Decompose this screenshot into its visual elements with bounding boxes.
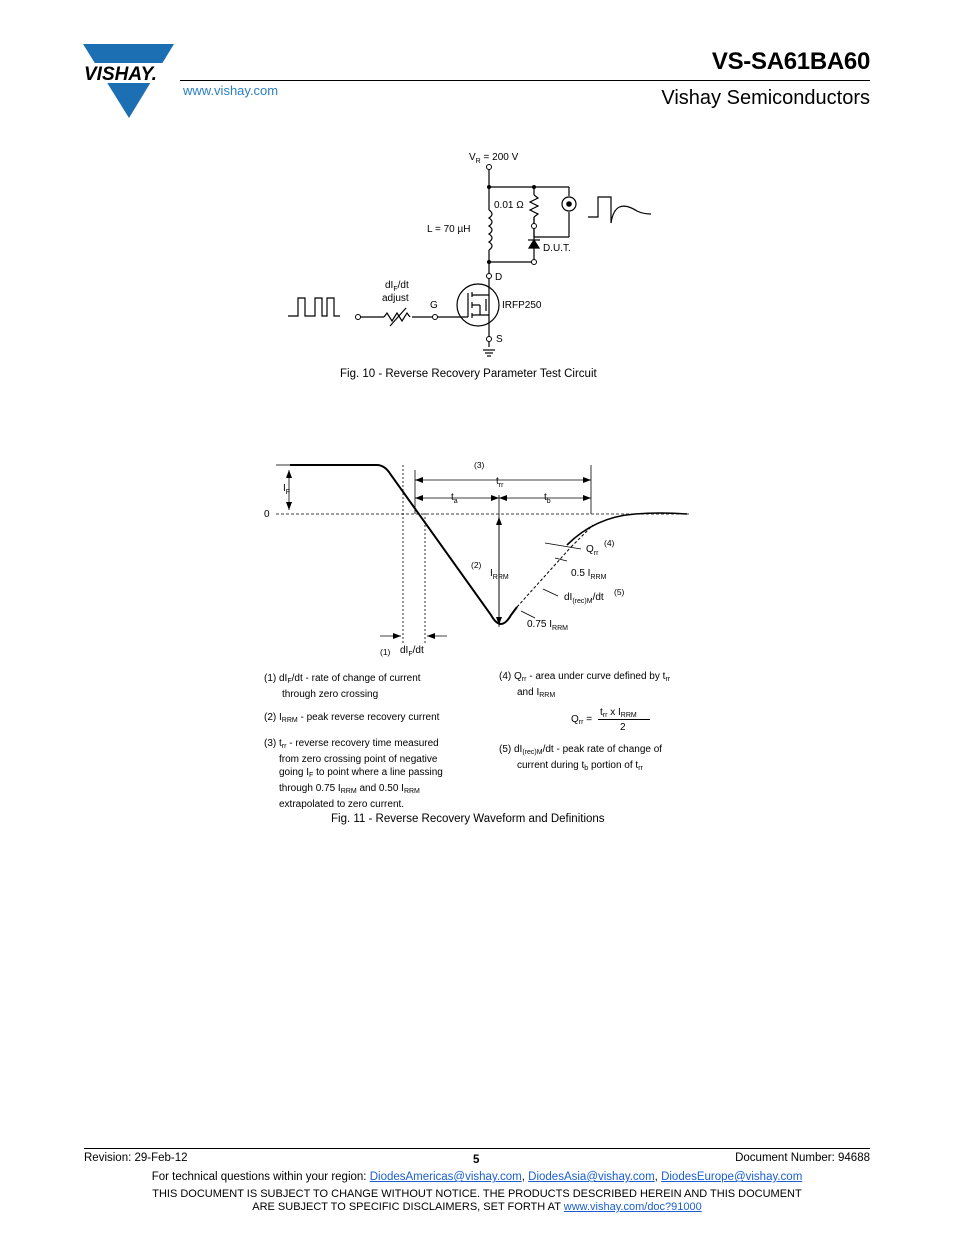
- gate-pulse-waveform: [288, 298, 340, 316]
- tb-label: $t_b$: [544, 492, 551, 505]
- trr-num: (3): [474, 460, 485, 470]
- header-url-link[interactable]: www.vishay.com: [183, 83, 279, 98]
- shunt-label: 0.01 Ω: [494, 200, 524, 211]
- footer-rule: [84, 1148, 870, 1149]
- vr-terminal: [487, 165, 492, 170]
- header-rule: [180, 80, 870, 81]
- definition-2: (2) $I_{RRM}$ - peak reverse recovery current: [264, 712, 440, 724]
- didt-rec-label: $dI_{(rec)M}/dt$: [564, 592, 604, 605]
- formula-fraction-bar: [598, 719, 650, 720]
- email-europe-link[interactable]: DiodesEurope@vishay.com: [661, 1171, 803, 1183]
- logo-text: VISHAY.: [84, 64, 157, 85]
- pulse-terminal: [356, 315, 361, 320]
- ta-label: $t_a$: [451, 492, 458, 505]
- gate-resistor: [384, 313, 410, 321]
- recovery-tail: [567, 513, 687, 545]
- fig11-caption: Fig. 11 - Reverse Recovery Waveform and Definitions: [331, 813, 605, 825]
- footer-revision: Revision: 29-Feb-12: [84, 1152, 188, 1164]
- footer-doc-number: Document Number: 94688: [735, 1152, 870, 1164]
- inductor-label: L = 70 µH: [427, 224, 471, 235]
- fig10-circuit-diagram: [280, 140, 680, 365]
- definition-1: (1) $dI_F/dt$ - rate of change of current through zero crossing: [264, 673, 421, 700]
- shunt-resistor: [530, 195, 538, 217]
- dif-label: $dI_F/dt$: [400, 645, 424, 658]
- gate-terminal: [433, 315, 438, 320]
- email-asia-link[interactable]: DiodesAsia@vishay.com: [528, 1171, 655, 1183]
- q-irrm-label: 0.75 $I_{RRM}$: [527, 619, 568, 632]
- definition-4: (4) $Q_{rr}$ - area under curve defined by $t_{rr}$ and $I_{RRM}$: [499, 671, 671, 699]
- didt-rec-num: (5): [614, 587, 625, 597]
- adjust-label-2: adjust: [382, 293, 409, 304]
- email-americas-link[interactable]: DiodesAmericas@vishay.com: [369, 1171, 522, 1183]
- footer-disclaimer-1: THIS DOCUMENT IS SUBJECT TO CHANGE WITHOUT NOTICE. THE PRODUCTS DESCRIBED HEREIN AND THIS DOCUMENT: [152, 1188, 802, 1200]
- source-terminal: [487, 337, 492, 342]
- definition-5: (5) $dI_{(rec)M}/dt$ - peak rate of change of current during $t_b$ portion of $t_{rr}$: [499, 744, 663, 772]
- irrm-label: $I_{RRM}$: [490, 568, 509, 581]
- zero-label: 0: [264, 509, 270, 520]
- vishay-logo[interactable]: [83, 44, 178, 118]
- half-irrm-label: 0.5 $I_{RRM}$: [571, 568, 607, 581]
- qrr-label: $Q_{rr}$: [586, 544, 599, 557]
- trr-label: $t_{rr}$: [496, 476, 504, 489]
- qrr-num: (4): [604, 538, 615, 548]
- drain-label: D: [495, 272, 503, 283]
- recovery-waveform: [290, 465, 517, 624]
- dut-diode-icon: [529, 240, 539, 248]
- gate-label: G: [430, 300, 438, 311]
- fig10-caption: Fig. 10 - Reverse Recovery Parameter Test Circuit: [340, 368, 597, 380]
- footer-disclaimer-2: ARE SUBJECT TO SPECIFIC DISCLAIMERS, SET FORTH AT www.vishay.com/doc?91000: [252, 1201, 702, 1213]
- if-label: $I_F$: [283, 483, 291, 496]
- vr-label: $V_R = 200$ V: [469, 152, 519, 165]
- fig11-waveform-diagram: [255, 455, 705, 665]
- disclaimer-link[interactable]: www.vishay.com/doc?91000: [563, 1201, 702, 1213]
- dut-label: D.U.T.: [543, 243, 571, 254]
- dif-num: (1): [380, 647, 391, 657]
- part-number-title: VS-SA61BA60: [711, 48, 870, 75]
- extrapolation-line: [517, 547, 571, 607]
- drain-terminal: [487, 274, 492, 279]
- definition-3: (3) $t_{rr}$ - reverse recovery time measured from zero crossing point of negative going $I_F$ to point where a line passing through 0.75 $I_{RRM}$ and 0.50 $I_{RRM}$ extrapolated to zero current.: [264, 738, 443, 810]
- footer-contact: For technical questions within your region: DiodesAmericas@vishay.com, DiodesAsia@vishay.com, DiodesEurope@vishay.com: [151, 1171, 803, 1183]
- company-name: Vishay Semiconductors: [661, 87, 870, 109]
- mosfet-label: IRFP250: [502, 300, 542, 311]
- inductor-coil: [489, 210, 492, 250]
- qrr-formula: $Q_{rr}$ = $t_{rr}$ x $I_{RRM}$ 2: [571, 706, 671, 736]
- adjust-label-1: $dI_F/dt$: [385, 280, 409, 293]
- output-waveform: [588, 197, 651, 223]
- irrm-num: (2): [471, 560, 482, 570]
- source-label: S: [496, 334, 503, 345]
- footer-page-number: 5: [473, 1154, 480, 1166]
